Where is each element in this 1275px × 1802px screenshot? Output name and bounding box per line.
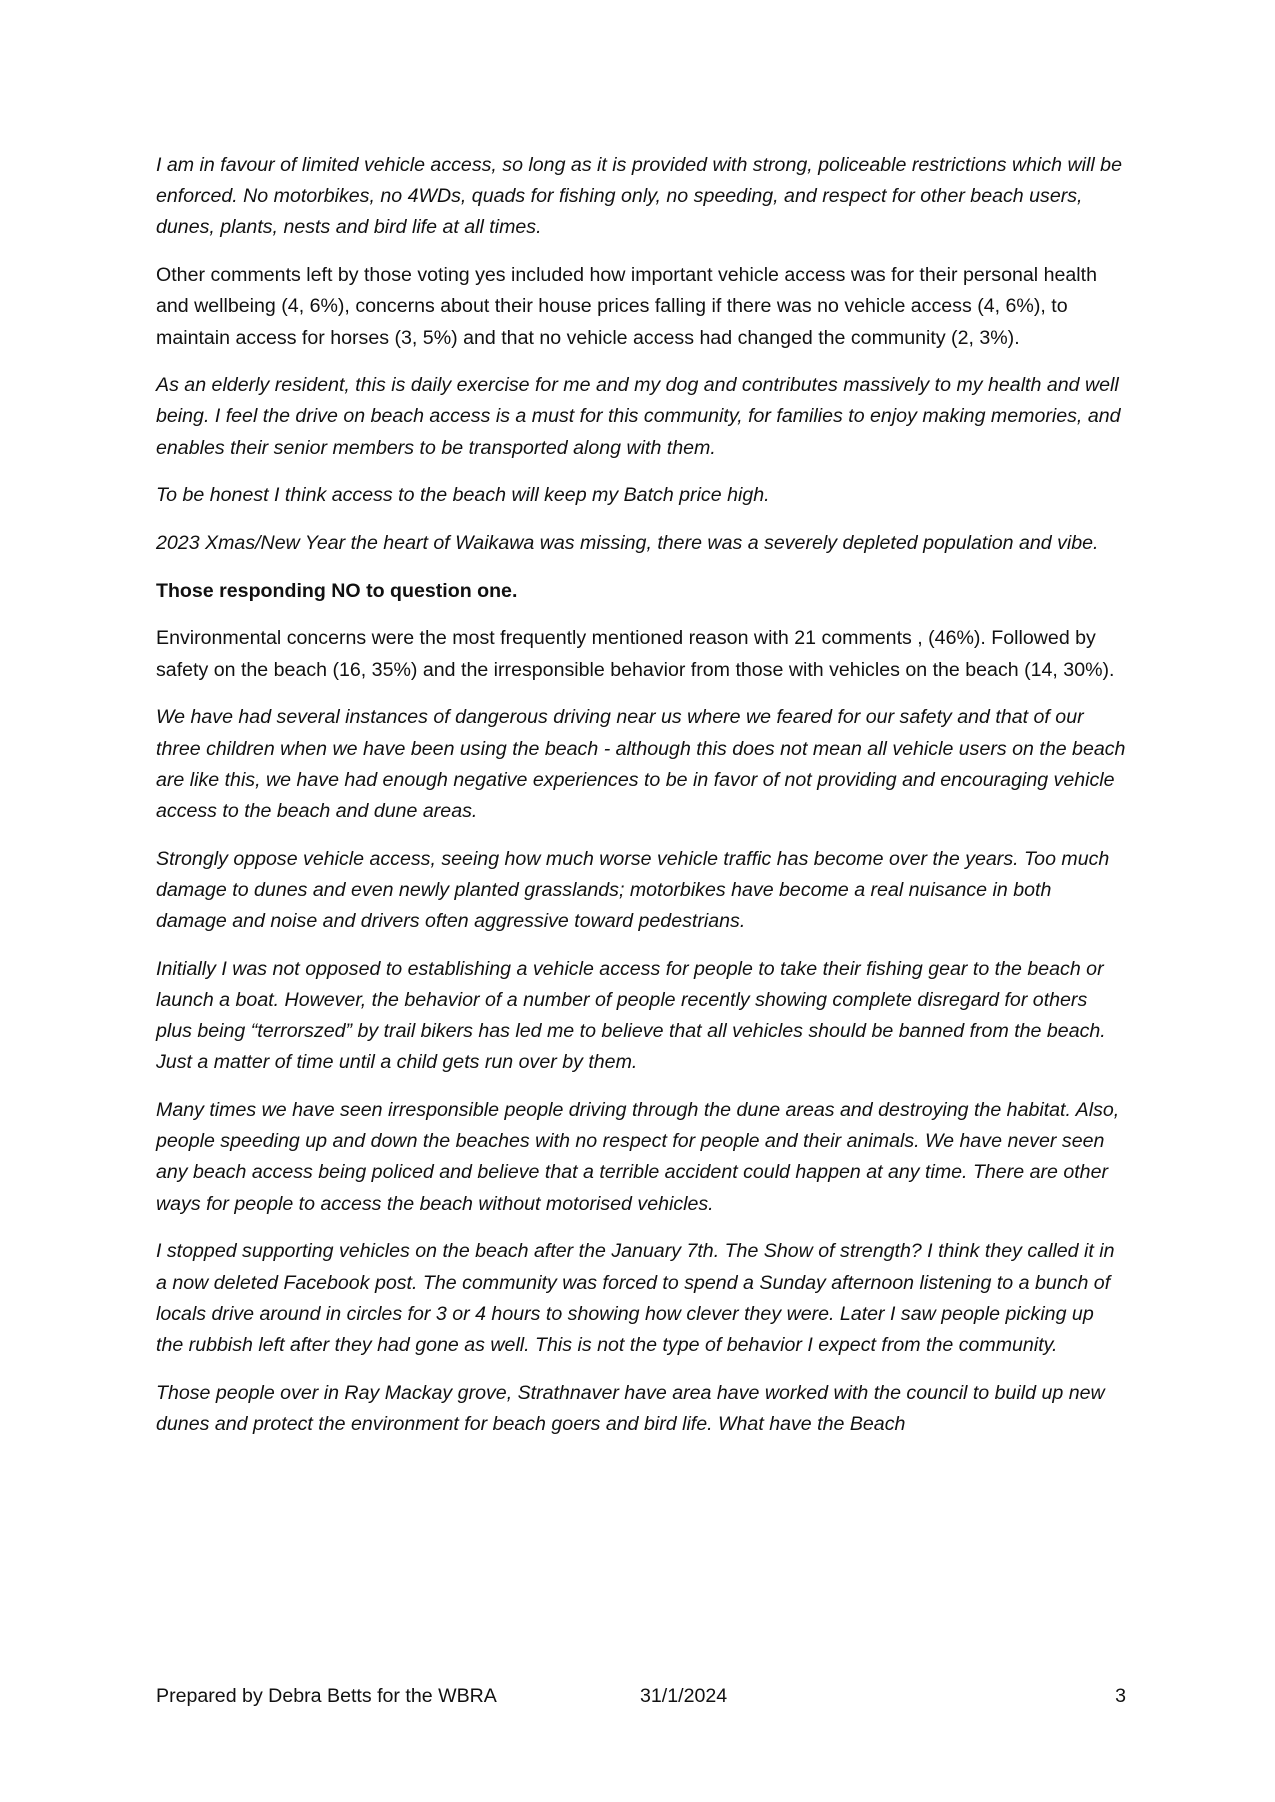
- quote-paragraph: Many times we have seen irresponsible people driving through the dune areas and destroying the habitat. Also, people speeding up and down the beaches with no respect for people and their animals. We have never seen any beach access being policed and believe that a terrible accident could happen at any time. There are other ways for people to access the beach without motorised vehicles.: [156, 1099, 1120, 1215]
- quote-paragraph: I stopped supporting vehicles on the beach after the January 7th. The Show of strength? I think they called it in a now deleted Facebook post. The community was forced to spend a Sunday afternoon listening to a bunch of locals drive around in circles for 3 or 4 hours to showing how clever they were. Later I saw people picking up the rubbish left after they had gone as well. This is not the type of behavior I expect from the community.: [156, 1240, 1115, 1356]
- quote-paragraph: As an elderly resident, this is daily exercise for me and my dog and contributes massively to my health and well being. I feel the drive on beach access is a must for this community, for families to enjoy making memories, and enables their senior members to be transported along with them.: [156, 374, 1121, 459]
- page-body: [156, 150, 1126, 1457]
- quote-paragraph: I am in favour of limited vehicle access, so long as it is provided with strong, policeable restrictions which will be enforced. No motorbikes, no 4WDs, quads for fishing only, no speeding, and respect for other beach users, dunes, plants, nests and bird life at all times.: [156, 154, 1122, 239]
- body-paragraph: Other comments left by those voting yes included how important vehicle access was for their personal health and wellbeing (4, 6%), concerns about their house prices falling if there was no vehicle access (4, 6%), to maintain access for horses (3, 5%) and that no vehicle access had changed the community (2, 3%).: [156, 264, 1097, 349]
- quote-paragraph: Those people over in Ray Mackay grove, Strathnaver have area have worked with the council to build up new dunes and protect the environment for beach goers and bird life. What have the Beach: [156, 1381, 1105, 1435]
- page-footer: [156, 1680, 1126, 1712]
- quote-paragraph: Initially I was not opposed to establishing a vehicle access for people to take their fishing gear to the beach or launch a boat. However, the behavior of a number of people recently showing complete disregard for others plus being “terrorszed” by trail bikers has led me to believe that all vehicles should be banned from the beach. Just a matter of time until a child gets run over by them.: [156, 957, 1106, 1074]
- quote-paragraph: Strongly oppose vehicle access, seeing how much worse vehicle traffic has become over the years. Too much damage to dunes and even newly planted grasslands; motorbikes have become a real nuisance in both damage and noise and drivers often aggressive toward pedestrians.: [156, 847, 1110, 933]
- quote-paragraph: We have had several instances of dangerous driving near us where we feared for our safety and that of our three children when we have been using the beach - although this does not mean all vehicle users on the beach are like this, we have had enough negative experiences to be in favor of not providing and encouraging vehicle access to the beach and dune areas.: [156, 706, 1126, 822]
- body-paragraph: Environmental concerns were the most frequently mentioned reason with 21 comments , (46%). Followed by safety on the beach (16, 35%) and the irresponsible behavior from those with vehicles on the beach (14, 30%).: [156, 627, 1115, 681]
- page-number: 3: [1115, 1685, 1126, 1707]
- section-heading: Those responding NO to question one.: [156, 579, 518, 602]
- footer-date: 31/1/2024: [640, 1685, 728, 1707]
- quote-paragraph: To be honest I think access to the beach will keep my Batch price high.: [156, 484, 770, 507]
- quote-paragraph: 2023 Xmas/New Year the heart of Waikawa was missing, there was a severely depleted population and vibe.: [156, 532, 1099, 555]
- footer-prepared-by: Prepared by Debra Betts for the WBRA: [156, 1685, 497, 1707]
